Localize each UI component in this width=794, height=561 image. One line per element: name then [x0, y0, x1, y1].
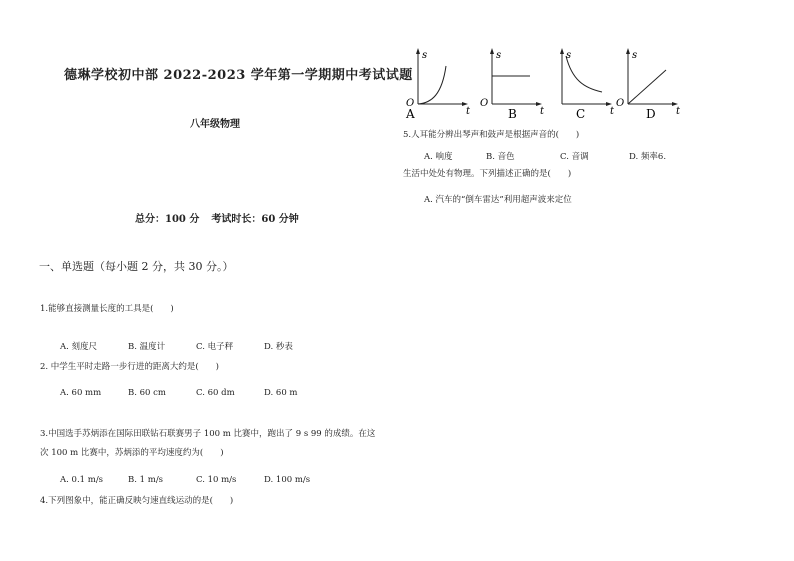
question-3-stem-line1: 3.中国选手苏炳添在国际田联钻石联赛男子 100 m 比赛中，跑出了 9 s 99 的成绩。在这	[40, 429, 376, 439]
option-a: A. 60 mm	[60, 388, 102, 398]
question-6-option-a: A. 汽车的“倒车雷达”利用超声波来定位	[424, 195, 572, 205]
axis-t-label: t	[466, 106, 471, 117]
option-d: D. 秒表	[264, 342, 293, 352]
option-a: A. 0.1 m/s	[60, 475, 104, 485]
origin-label: O	[480, 98, 489, 109]
y-arrow-icon	[490, 48, 494, 54]
question-5-stem: 5.人耳能分辨出琴声和鼓声是根据声音的( )	[403, 130, 580, 140]
option-d: D. 100 m/s	[264, 475, 311, 485]
question-2-stem: 2. 中学生平时走路一步行进的距离大约是( )	[40, 362, 219, 372]
curve	[566, 56, 602, 92]
option-a: A. 响度	[424, 152, 453, 162]
exam-title: 德琳学校初中部 2022-2023 学年第一学期期中考试试题	[64, 68, 413, 83]
graph-a	[400, 46, 480, 124]
graph-label: B	[508, 107, 517, 121]
graph-label: D	[646, 107, 656, 121]
y-arrow-icon	[416, 48, 420, 54]
straight-line	[628, 70, 666, 104]
option-b: B. 60 cm	[128, 388, 166, 398]
curve	[418, 66, 446, 104]
question-6-stem: 生活中处处有物理。下列描述正确的是( )	[403, 169, 572, 179]
graph-label: A	[406, 107, 415, 121]
graph-label: C	[576, 107, 586, 121]
exam-subject: 八年级物理	[190, 119, 240, 130]
axis-t-label: t	[610, 106, 615, 117]
y-arrow-icon	[626, 48, 630, 54]
option-a: A. 刻度尺	[60, 342, 98, 352]
option-c: C. 60 dm	[196, 388, 235, 398]
option-b: B. 音色	[486, 152, 515, 162]
axis-t-label: t	[540, 106, 545, 117]
graph-d	[614, 46, 694, 124]
origin-label: O	[406, 98, 415, 109]
option-d: D. 60 m	[264, 388, 298, 398]
axis-s-label: s	[422, 50, 428, 61]
option-b: B. 温度计	[128, 342, 166, 352]
question-3-stem-line2: 次 100 m 比赛中，苏炳添的平均速度约为( )	[40, 448, 224, 458]
option-c: C. 电子秤	[196, 342, 234, 352]
exam-meta	[135, 210, 299, 225]
option-b: B. 1 m/s	[128, 475, 164, 485]
question-4-stem: 4.下列图象中，能正确反映匀速直线运动的是( )	[40, 496, 234, 506]
graph-b	[478, 46, 558, 124]
total-score: 总分：100 分	[135, 214, 200, 225]
option-c: C. 音调	[560, 152, 589, 162]
axis-t-label: t	[676, 106, 681, 117]
axis-s-label: s	[566, 50, 572, 61]
origin-label: O	[616, 98, 625, 109]
question-1-stem: 1.能够直接测量长度的工具是( )	[40, 304, 174, 314]
axis-s-label: s	[632, 50, 638, 61]
y-arrow-icon	[560, 48, 564, 54]
exam-duration: 考试时长：60 分钟	[211, 214, 299, 225]
option-d: D. 频率6.	[629, 152, 667, 162]
section-title: 一、单选题（每小题 2 分，共 30 分。）	[39, 260, 234, 273]
axis-s-label: s	[496, 50, 502, 61]
option-c: C. 10 m/s	[196, 475, 237, 485]
